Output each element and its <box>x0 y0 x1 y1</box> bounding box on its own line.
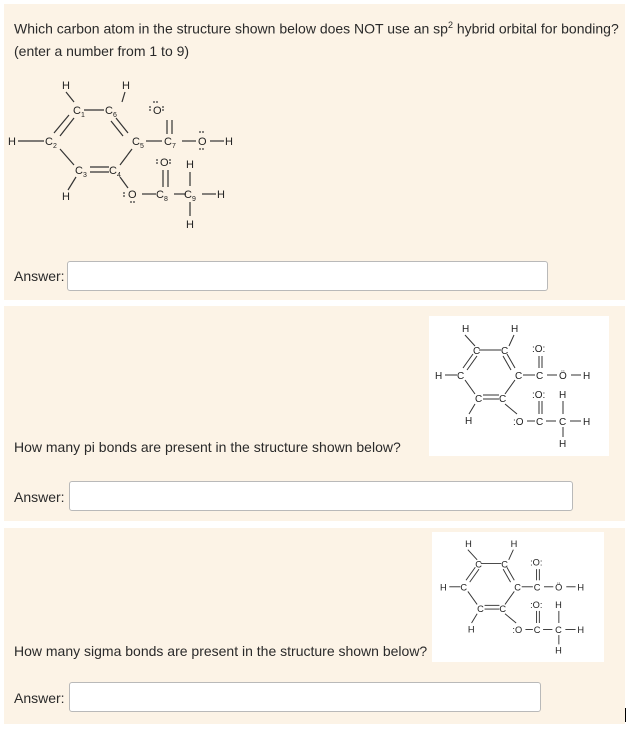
atom-c: C <box>533 625 541 636</box>
atom-h: H <box>122 80 130 92</box>
atom-o: :O: <box>532 344 546 355</box>
atom-c: C <box>501 346 509 357</box>
atom-c: C <box>477 603 484 614</box>
atom-o: Ö <box>555 582 563 593</box>
atom-h: H <box>559 390 567 401</box>
atom-h: H <box>465 538 472 549</box>
atom-h: H <box>583 417 591 428</box>
atom-o: :O: <box>532 390 546 401</box>
atom-h: H <box>465 416 473 427</box>
question-1-main: Which carbon atom in the structure shown below does NOT use an sp <box>14 20 448 37</box>
atom-h: H <box>62 80 70 92</box>
atom-h: H <box>559 439 567 450</box>
atom-h: H <box>435 371 443 382</box>
answer-3-input[interactable] <box>69 682 541 712</box>
atom-h: H <box>577 582 585 593</box>
question-1-hint: (enter a number from 1 to 9) <box>14 43 190 59</box>
atom-c8: $C_8$ <box>156 189 168 203</box>
answer-3-label: Answer: <box>14 690 65 706</box>
atom-c6: $C_6$ <box>105 105 117 119</box>
atom-h: H <box>510 538 518 549</box>
atom-c: C <box>536 371 544 382</box>
atom-c2: $C_2$ <box>45 136 57 150</box>
atom-o: :O: <box>530 557 543 568</box>
atom-h: H <box>8 136 16 148</box>
atom-h: H <box>462 324 470 335</box>
atom-c: C <box>460 582 468 593</box>
atom-h: H <box>217 189 225 201</box>
atom-h: H <box>440 582 447 593</box>
atom-h: H <box>555 600 562 611</box>
question-2-panel <box>4 306 625 521</box>
question-1-superscript: 2 <box>447 20 453 30</box>
molecule-structure-small <box>432 532 604 662</box>
atom-c: C <box>499 394 507 405</box>
atom-c7: $C_7$ <box>164 136 176 150</box>
atom-c: C <box>457 371 465 382</box>
atom-o-carbonyl: O <box>153 105 162 117</box>
atom-c: C <box>555 625 562 636</box>
molecule-structure-small <box>429 316 609 456</box>
answer-2-label: Answer: <box>14 489 65 505</box>
atom-c: C <box>536 417 544 428</box>
atom-o-ester: O <box>128 189 137 201</box>
question-1-text <box>14 16 619 38</box>
question-3-text: How many sigma bonds are present in the structure shown below? <box>14 643 428 659</box>
answer-1-label: Answer: <box>14 268 65 284</box>
atom-o-ester-carbonyl: O <box>160 157 169 169</box>
atom-c3: $C_3$ <box>75 165 87 179</box>
atom-h: H <box>467 624 475 635</box>
question-3-panel <box>4 528 625 724</box>
atom-c: C <box>475 394 483 405</box>
atom-c4: $C_4$ <box>109 165 121 179</box>
atom-h: H <box>583 371 591 382</box>
atom-c: C <box>533 582 541 593</box>
atom-h: H <box>511 324 519 335</box>
text-cursor <box>625 708 626 722</box>
question-2-text: How many pi bonds are present in the structure shown below? <box>14 439 401 455</box>
atom-o-hydroxyl: O <box>198 136 207 148</box>
atom-c5: $C_5$ <box>132 136 144 150</box>
atom-h: H <box>186 159 194 171</box>
atom-o: :O <box>513 417 524 428</box>
atom-c: C <box>475 559 482 570</box>
atom-c: C <box>473 346 481 357</box>
atom-c: C <box>499 603 507 614</box>
atom-h: H <box>62 191 70 203</box>
atom-h: H <box>555 645 562 656</box>
question-1-tail: hybrid orbital for bonding? <box>452 20 619 37</box>
answer-1-input[interactable] <box>67 261 548 291</box>
atom-o: :O: <box>530 600 543 611</box>
atom-c1: $C_1$ <box>73 105 85 119</box>
atom-c: C <box>501 559 508 570</box>
atom-c: C <box>514 582 521 593</box>
atom-o: Ö <box>559 371 567 382</box>
answer-2-input[interactable] <box>69 481 573 511</box>
atom-h: H <box>186 219 194 231</box>
question-1-panel <box>4 4 625 300</box>
atom-c: C <box>559 417 567 428</box>
molecule-structure-labeled <box>4 70 264 240</box>
atom-c: C <box>515 371 523 382</box>
atom-o: :O <box>512 625 523 636</box>
atom-c9: $C_9$ <box>184 189 196 203</box>
atom-h: H <box>225 136 233 148</box>
atom-h: H <box>577 625 585 636</box>
